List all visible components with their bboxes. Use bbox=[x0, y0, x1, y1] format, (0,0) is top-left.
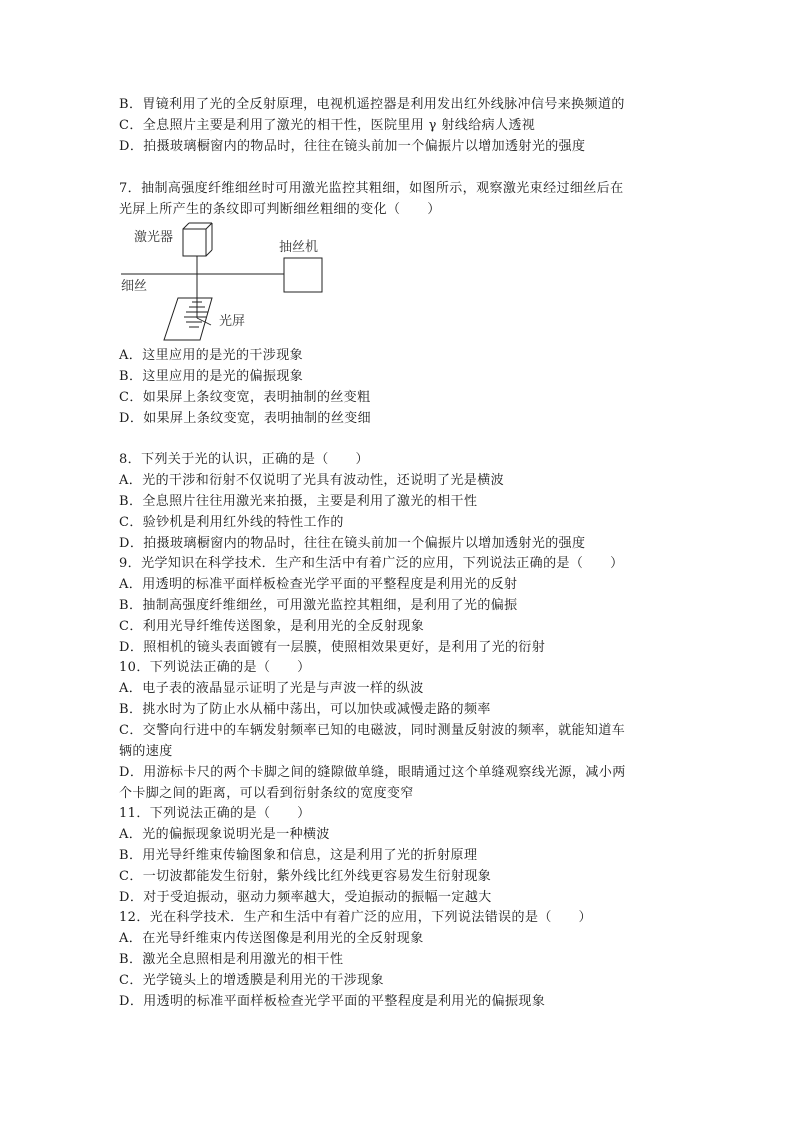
q8-option-a: A．光的干涉和衍射不仅说明了光具有波动性，还说明了光是横波 bbox=[119, 473, 504, 488]
q12-option-c: C．光学镜头上的增透膜是利用光的干涉现象 bbox=[119, 973, 384, 988]
q9-option-b: B．抽制高强度纤维细丝，可用激光监控其粗细，是利用了光的偏振 bbox=[119, 598, 518, 613]
q11-stem: 11．下列说法正确的是（ ） bbox=[119, 806, 311, 821]
q10-option-c-line-2: 辆的速度 bbox=[119, 744, 173, 759]
q12-stem: 12．光在科学技术．生产和生活中有着广泛的应用，下列说法错误的是（ ） bbox=[119, 910, 592, 925]
q8-stem: 8．下列关于光的认识，正确的是（ ） bbox=[119, 452, 369, 467]
q10-option-c-line-1: C．交警向行进中的车辆发射频率已知的电磁波，同时测量反射波的频率，就能知道车 bbox=[119, 723, 626, 738]
q7-option-b: B．这里应用的是光的偏振现象 bbox=[119, 369, 304, 384]
laser-box bbox=[183, 223, 212, 256]
q11-option-c: C．一切波都能发生衍射，紫外线比红外线更容易发生衍射现象 bbox=[119, 869, 492, 884]
q8-option-c: C．验钞机是利用红外线的特性工作的 bbox=[119, 515, 344, 530]
q10-option-b: B．挑水时为了防止水从桶中荡出，可以加快或减慢走路的频率 bbox=[119, 702, 491, 717]
q11-option-d: D．对于受迫振动，驱动力频率越大，受迫振动的振幅一定越大 bbox=[119, 890, 492, 905]
q11-option-a: A．光的偏振现象说明光是一种横波 bbox=[119, 827, 330, 842]
q7-option-a: A．这里应用的是光的干涉现象 bbox=[119, 348, 303, 363]
q7-option-d: D．如果屏上条纹变宽，表明抽制的丝变细 bbox=[119, 411, 372, 426]
q9-option-d: D．照相机的镜头表面镀有一层膜，使照相效果更好，是利用了光的衍射 bbox=[119, 640, 546, 655]
q9-option-c: C．利用光导纤维传送图象，是利用光的全反射现象 bbox=[119, 619, 425, 634]
q7-stem-line-2: 光屏上所产生的条纹即可判断细丝粗细的变化（ ） bbox=[119, 202, 441, 217]
q12-option-b: B．激光全息照相是利用激光的相干性 bbox=[119, 952, 344, 967]
wire-label: 细丝 bbox=[121, 279, 148, 294]
q8-option-d: D．拍摄玻璃橱窗内的物品时，往往在镜头前加一个偏振片以增加透射光的强度 bbox=[119, 536, 586, 551]
q9-option-a: A．用透明的标准平面样板检查光学平面的平整程度是利用光的反射 bbox=[119, 577, 518, 592]
q11-option-b: B．用光导纤维束传输图象和信息，这是利用了光的折射原理 bbox=[119, 848, 478, 863]
q6-option-c: C．全息照片主要是利用了激光的相干性，医院里用 γ 射线给病人透视 bbox=[119, 118, 536, 133]
q7-stem-line-1: 7．抽制高强度纤维细丝时可用激光监控其粗细，如图所示，观察激光束经过细丝后在 bbox=[119, 181, 624, 196]
q10-option-d-line-2: 个卡脚之间的距离，可以看到衍射条纹的宽度变窄 bbox=[119, 786, 414, 801]
screen-label: 光屏 bbox=[219, 314, 246, 329]
q10-option-a: A．电子表的液晶显示证明了光是与声波一样的纵波 bbox=[119, 681, 424, 696]
q10-option-d-line-1: D．用游标卡尺的两个卡脚之间的缝隙做单缝，眼睛通过这个单缝观察线光源，减小两 bbox=[119, 765, 626, 780]
q10-stem: 10．下列说法正确的是（ ） bbox=[119, 660, 311, 675]
drawer-box bbox=[284, 258, 322, 292]
screen-plane bbox=[164, 298, 212, 340]
q12-option-a: A．在光导纤维束内传送图像是利用光的全反射现象 bbox=[119, 931, 424, 946]
q6-option-d: D．拍摄玻璃橱窗内的物品时，往往在镜头前加一个偏振片以增加透射光的强度 bbox=[119, 139, 586, 154]
q9-stem: 9．光学知识在科学技术．生产和生活中有着广泛的应用，下列说法正确的是（ ） bbox=[119, 556, 624, 571]
q7-option-c: C．如果屏上条纹变宽，表明抽制的丝变粗 bbox=[119, 390, 371, 405]
q12-option-d: D．用透明的标准平面样板检查光学平面的平整程度是利用光的偏振现象 bbox=[119, 994, 546, 1009]
q8-option-b: B．全息照片往往用激光来拍摄，主要是利用了激光的相干性 bbox=[119, 494, 478, 509]
q6-option-b: B．胃镜利用了光的全反射原理，电视机遥控器是利用发出红外线脉冲信号来换频道的 bbox=[119, 97, 625, 112]
drawer-label: 抽丝机 bbox=[279, 240, 319, 255]
q7-figure bbox=[116, 222, 346, 346]
laser-label: 激光器 bbox=[134, 230, 174, 245]
